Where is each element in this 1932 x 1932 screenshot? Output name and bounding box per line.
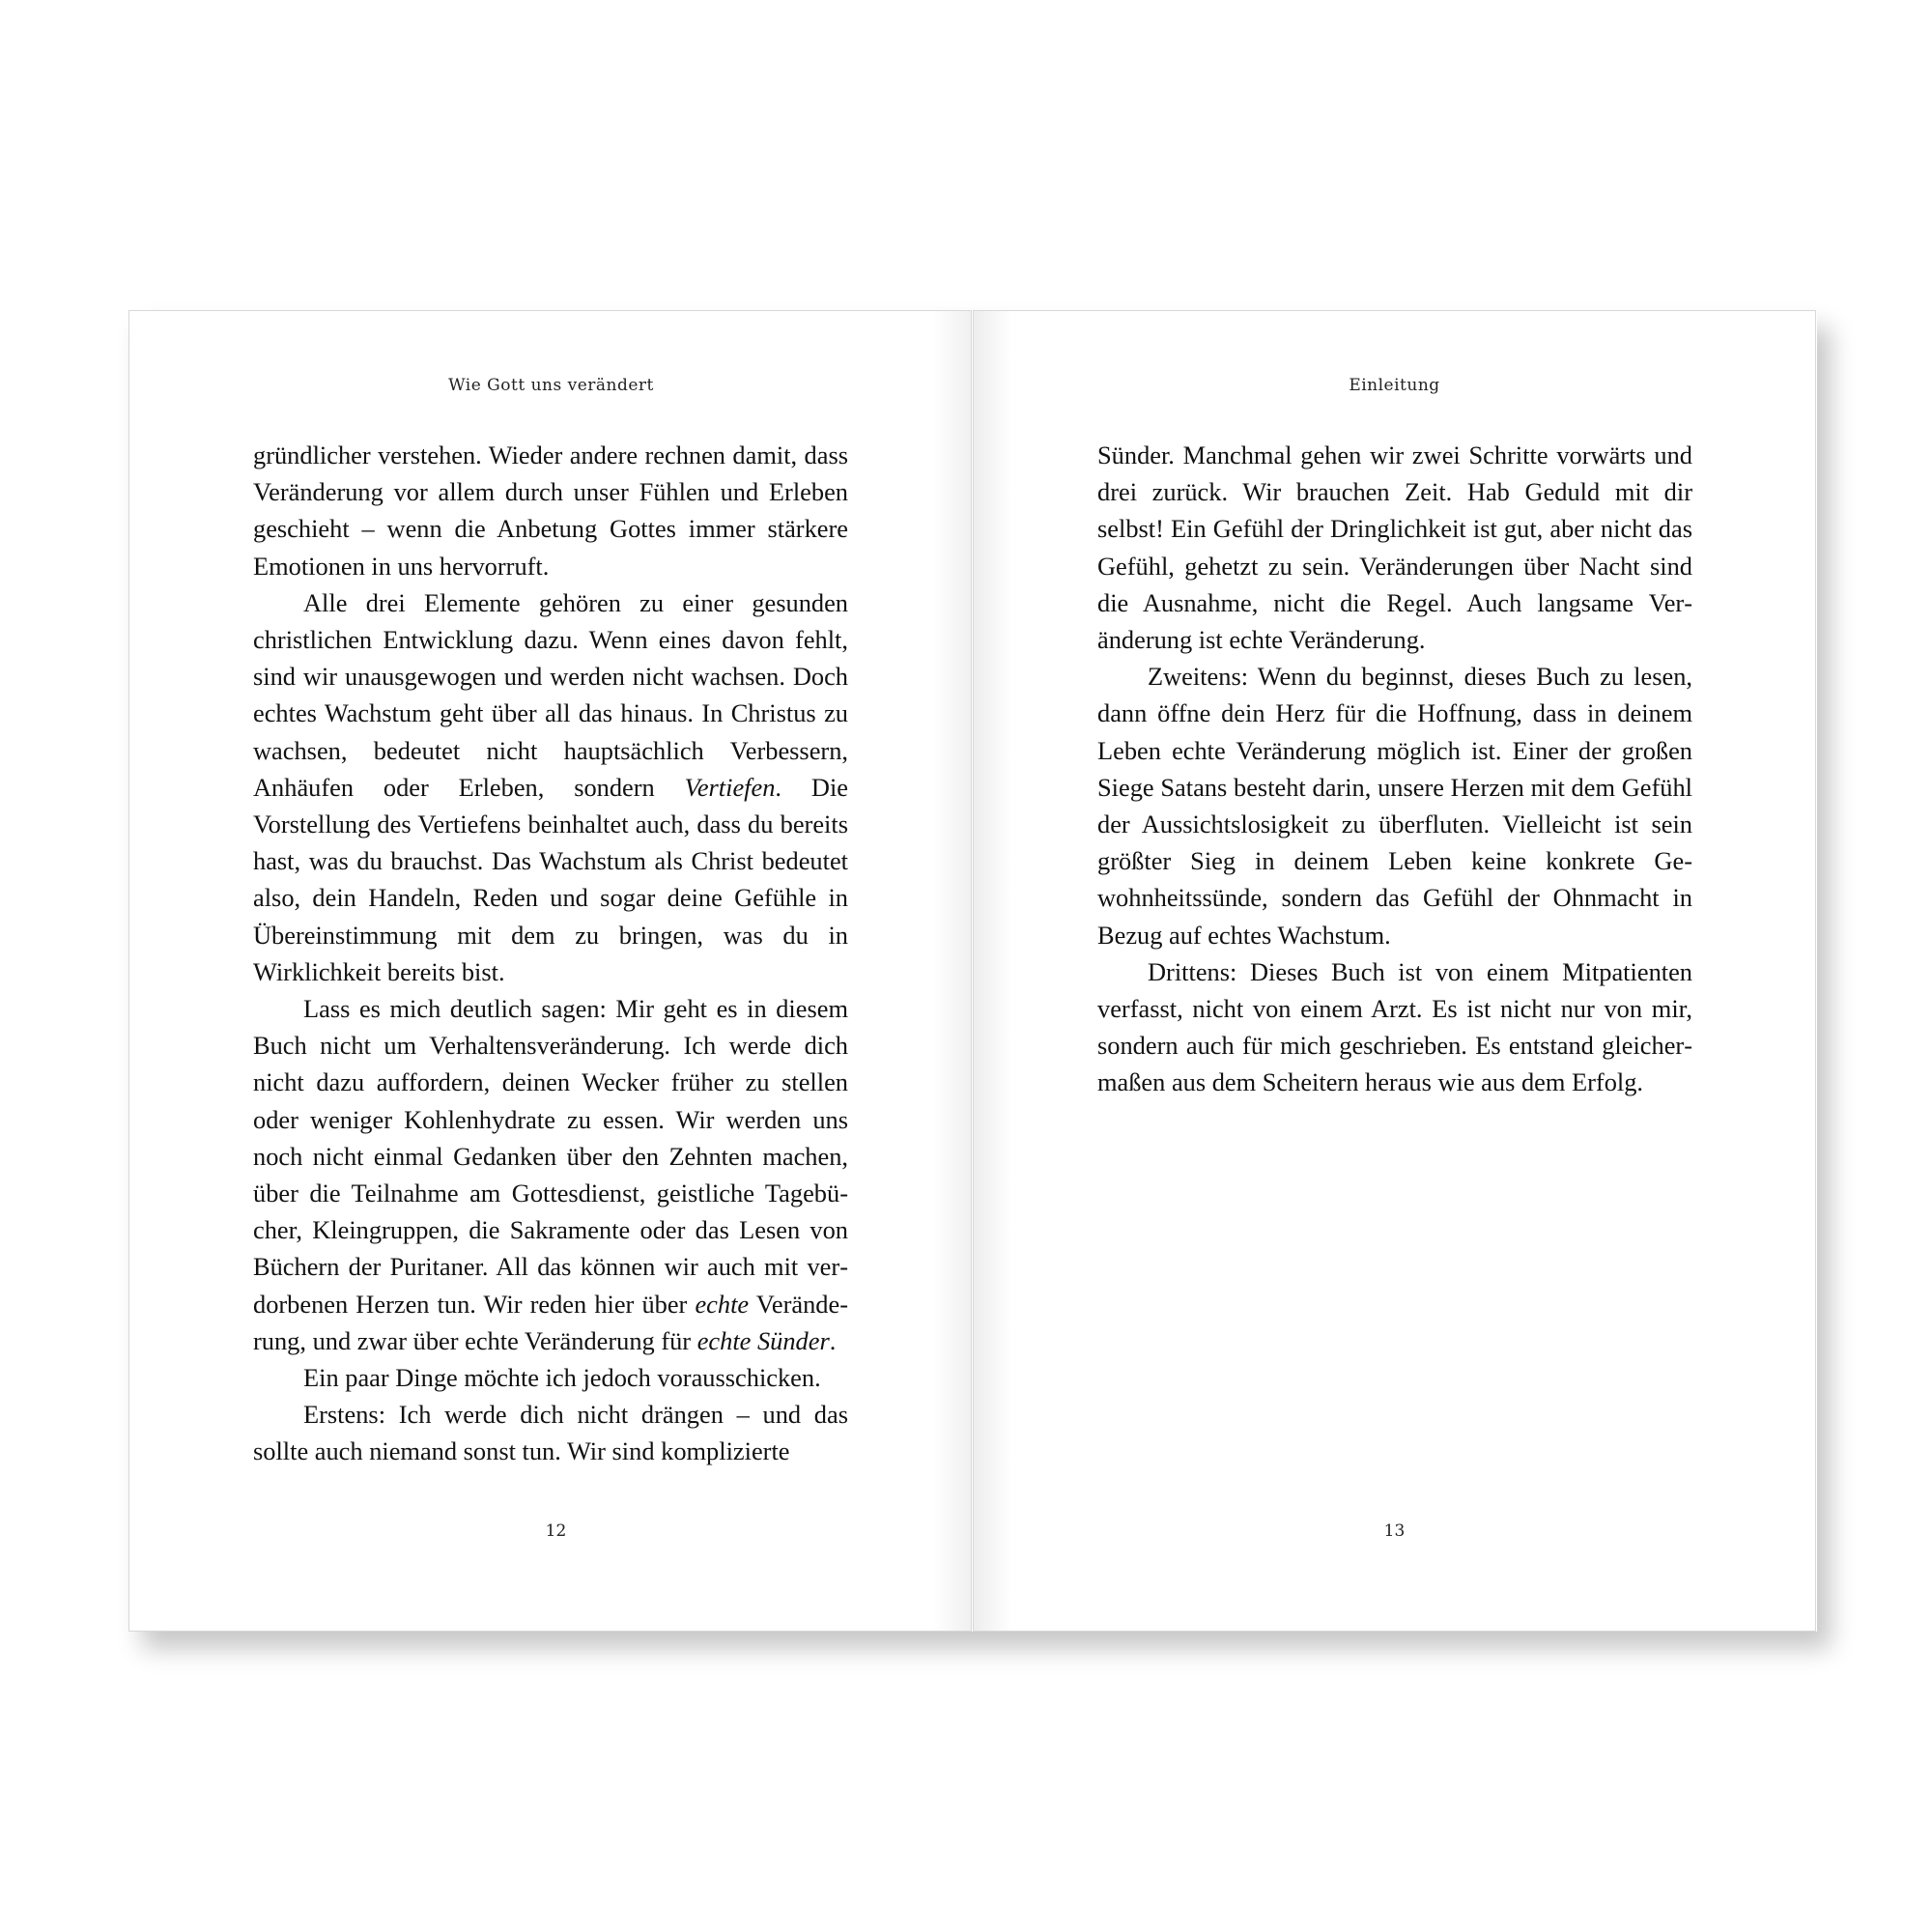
running-head-left: Wie Gott uns verändert (448, 376, 654, 395)
gutter-shadow (932, 311, 971, 1631)
paragraph (1097, 953, 1692, 1101)
paragraph (253, 1359, 848, 1396)
text-run: Lass es mich deutlich sagen: Mir geht es in diesem Buch nicht um Verhaltensveränderung. Ich werde dich nicht dazu auffordern, deinen Wecker früher zu stellen oder weniger Kohlenhydrate zu essen. Wir werden uns noch nicht einmal Gedanken über den Zehnten machen, über die Teilnahme am Gottesdienst, geistliche Tagebücher, Kleingruppen, die Sakramente oder das Lesen von Büchern der Puritaner. All das können wir auch mit verdorbenen Herzen tun. Wir reden hier über (253, 994, 848, 1319)
text-run: gründlicher verstehen. Wieder andere rechnen damit, dass Veränderung vor allem durch unser Fühlen und Erleben geschieht – wenn die Anbetung Gottes immer stärkere Emotionen in uns hervorruft. (253, 440, 848, 581)
paragraph (253, 584, 848, 990)
italic-text: echte (695, 1289, 750, 1319)
italic-text: Vertiefen (684, 772, 776, 802)
page-number-right (974, 1521, 1815, 1541)
text-run: Alle drei Elemente gehören zu einer gesunden christlichen Entwicklung dazu. Wenn eines davon fehlt, sind wir unausgewogen und werden nicht wachsen. Doch echtes Wachstum geht über all das hinaus. In Christus zu wachsen, bedeutet nicht hauptsächlich Verbessern, Anhäufen oder Erleben, sondern (253, 587, 848, 802)
text-run: Sünder. Manchmal gehen wir zwei Schritte vorwärts und drei zurück. Wir brauchen Zeit. Hab Geduld mit dir selbst! Ein Gefühl der Dringlichkeit ist gut, aber nicht das Gefühl, gehetzt zu sein. Veränderungen über Nacht sind die Ausnahme, nicht die Regel. Auch langsame Veränderung ist echte Veränderung. (1097, 440, 1692, 655)
page-number-left-value: 12 (545, 1521, 567, 1541)
italic-text: echte Sünder (696, 1325, 830, 1355)
right-page (973, 310, 1816, 1632)
book-spread (128, 310, 1817, 1632)
text-run: Drittens: Dieses Buch ist von einem Mitpatienten verfasst, nicht von einem Arzt. Es ist nicht nur von mir, sondern auch für mich geschrieben. Es entstand gleichermaßen aus dem Scheitern heraus wie aus dem Erfolg. (1097, 956, 1692, 1097)
body-text-right (1097, 437, 1692, 1101)
gutter-shadow (974, 311, 1012, 1631)
paragraph (1097, 437, 1692, 658)
running-head-right: Einleitung (1349, 376, 1440, 395)
paragraph (253, 437, 848, 584)
text-run: . Die Vorstellung des Vertiefens beinhaltet auch, dass du bereits hast, was du brauchst. Das Wachstum als Christ bedeutet also, dein Handeln, Reden und sogar deine Gefühle in Übereinstimmung mit dem zu bringen, was du in Wirklichkeit bereits bist. (253, 772, 848, 986)
page-number-left (129, 1521, 973, 1541)
text-run: Erstens: Ich werde dich nicht drängen – und das sollte auch niemand sonst tun. Wir sind komplizierte (253, 1400, 848, 1466)
paragraph (1097, 658, 1692, 953)
text-run: Veränderung, und zwar über echte Veränderung für (253, 1289, 848, 1355)
paragraph (253, 1396, 848, 1469)
text-run: Zweitens: Wenn du beginnst, dieses Buch zu lesen, dann öffne dein Herz für die Hoffnung, dass in deinem Leben echte Veränderung möglich ist. Einer der großen Siege Satans besteht darin, unsere Herzen mit dem Gefühl der Aussichtslosigkeit zu überfluten. Vielleicht ist sein größter Sieg in deinem Leben keine konkrete Gewohnheitssünde, sondern das Gefühl der Ohnmacht in Bezug auf echtes Wachstum. (1097, 662, 1692, 950)
body-text-left (253, 437, 848, 1470)
text-run: Ein paar Dinge möchte ich jedoch vorausschicken. (303, 1363, 821, 1393)
text-run: . (829, 1325, 837, 1355)
left-page (128, 310, 972, 1632)
paragraph (253, 990, 848, 1359)
page-number-right-value: 13 (1383, 1521, 1406, 1541)
